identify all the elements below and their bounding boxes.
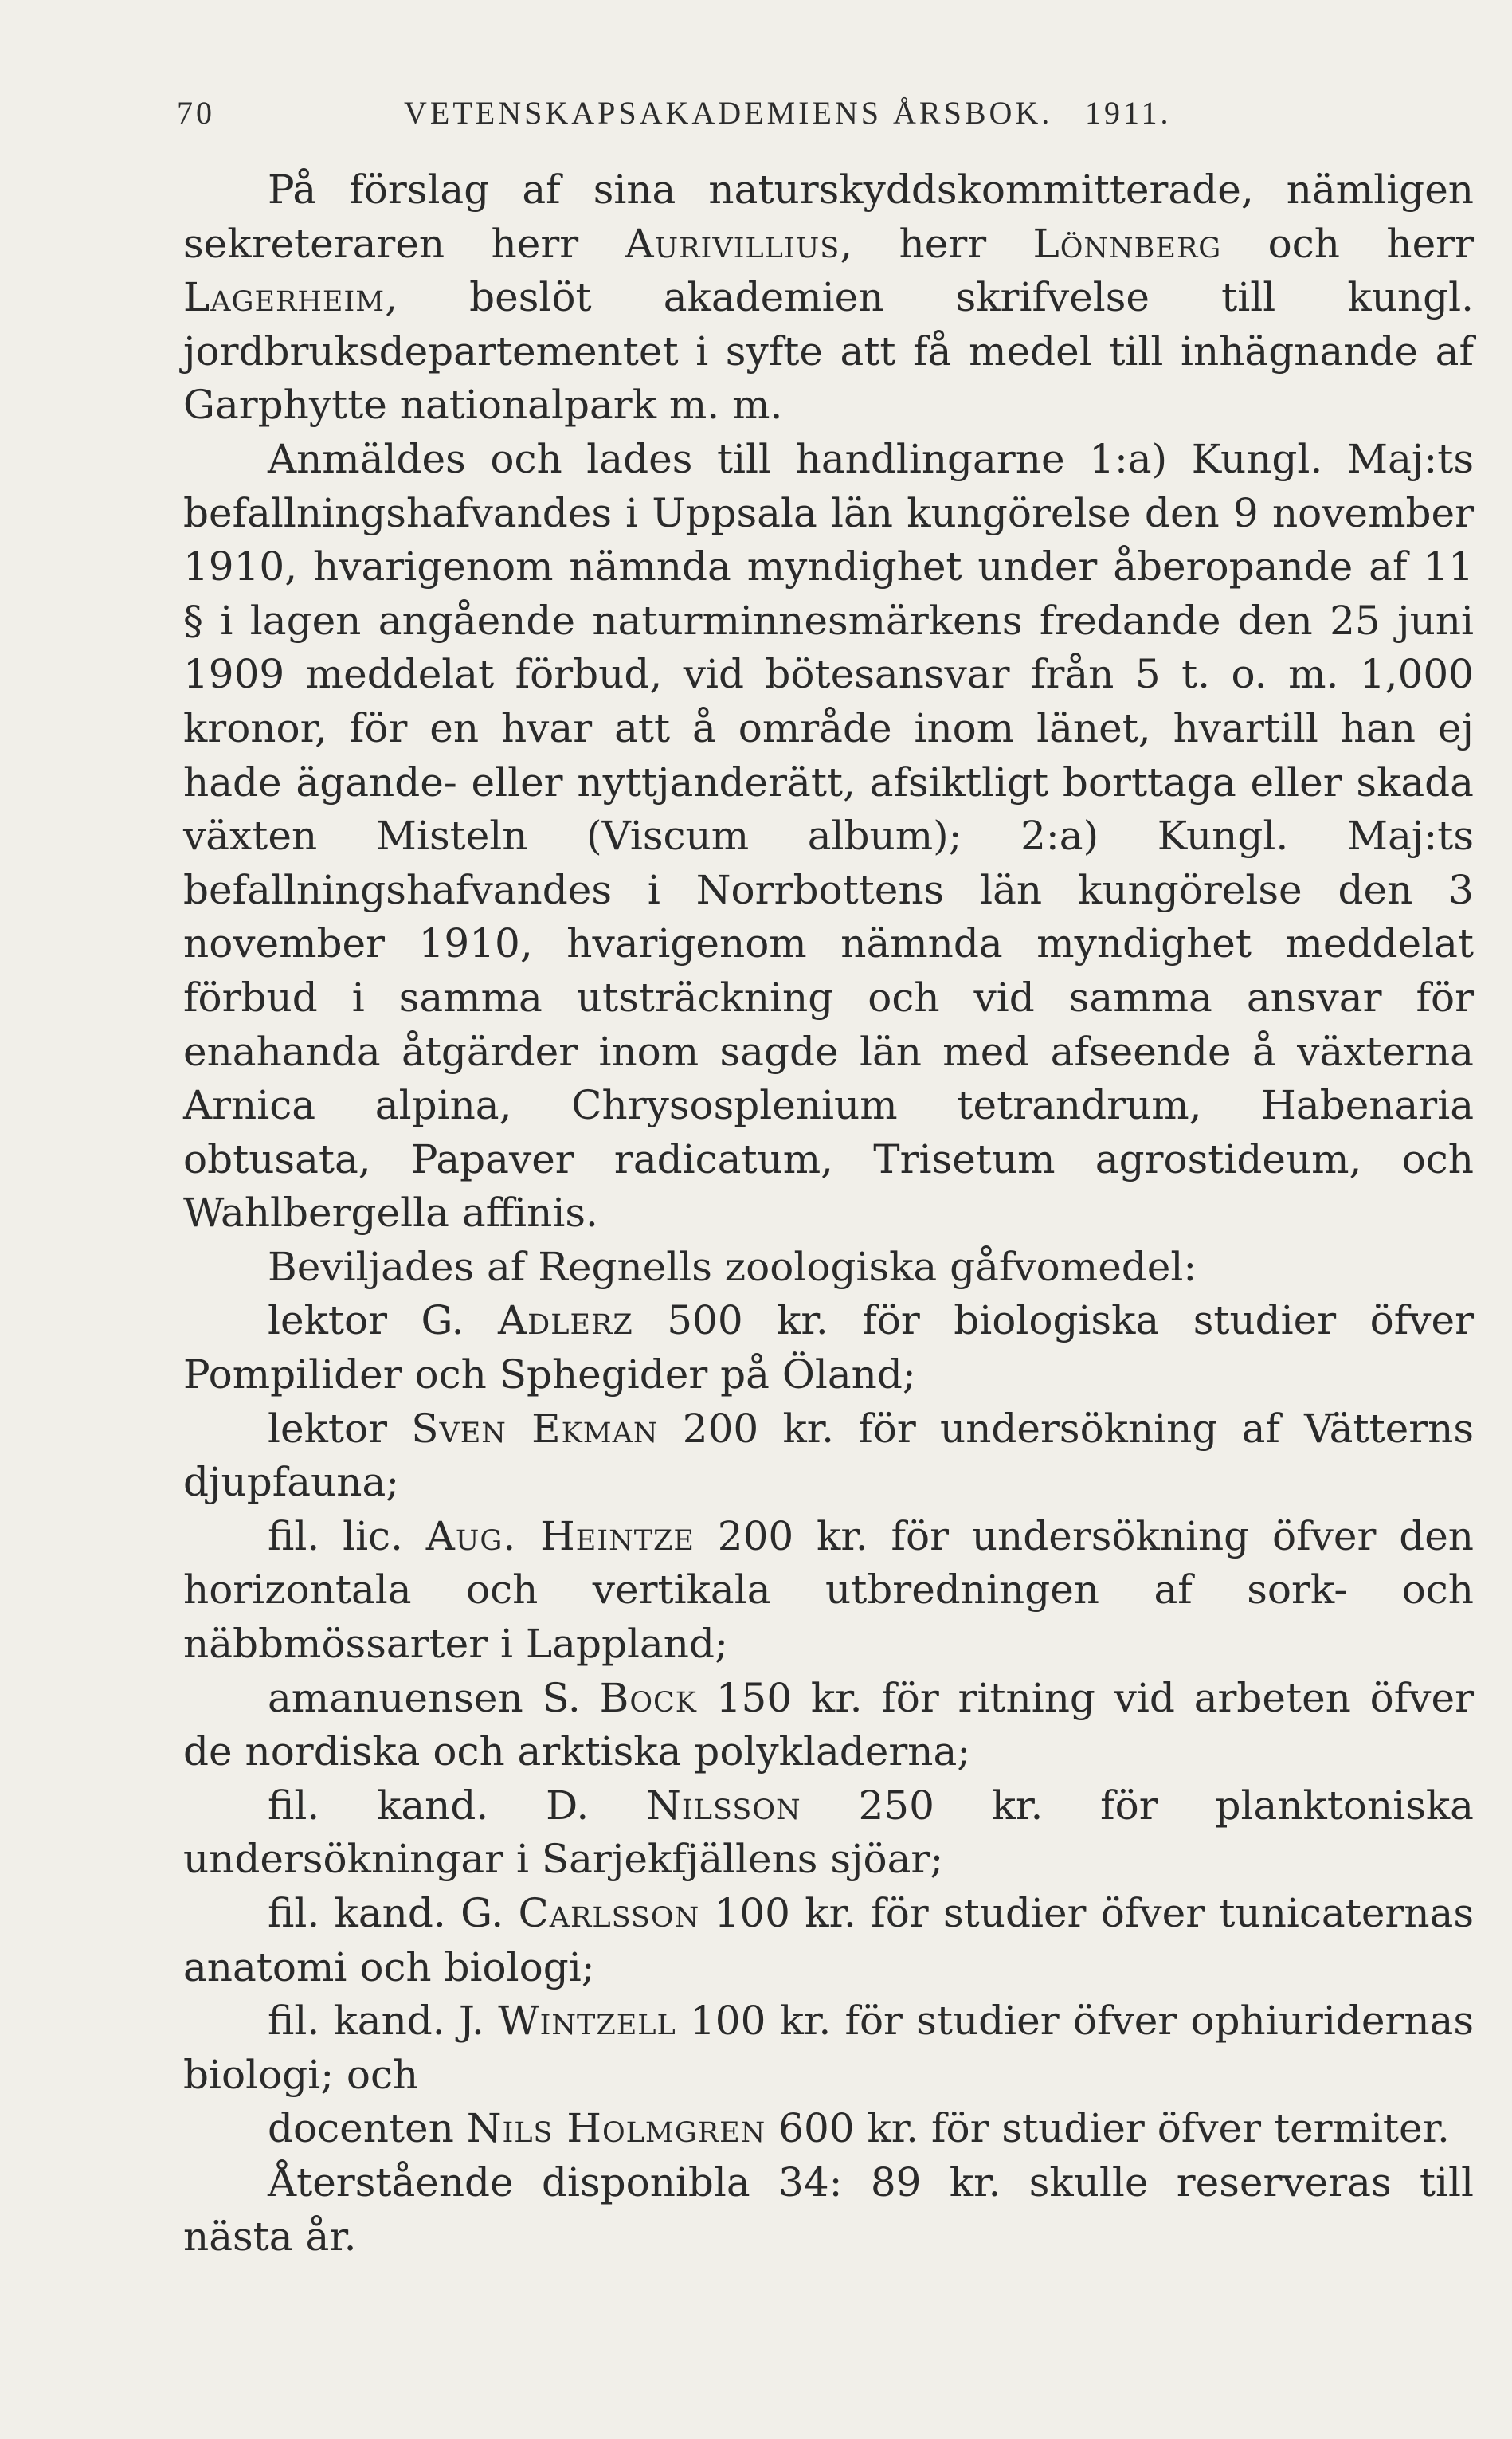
paragraph-nature-protection: På förslag af sina naturskyddskommitterade, nämligen sekreteraren herr Aurivillius, herr Lönnberg och herr Lagerheim, beslöt akademien skrifvelse till kungl. jordbruksdepartementet i syfte att få medel till inhägnande af Garphytte nationalpark m. m. [183, 167, 1474, 429]
grant-entry: fil. lic. Aug. Heintze 200 kr. för undersökning öfver den horizontala och vertikala utbredningen af sork- och näbbmössarter i Lappland; [183, 1512, 1475, 1668]
grant-entry: lektor Sven Ekman 200 kr. för undersökning af Vätterns djupfauna; [183, 1405, 1475, 1506]
person-name: Lönnberg [1032, 220, 1222, 267]
grant-entry: docenten Nils Holmgren 600 kr. för studier öfver termiter. [268, 2105, 1450, 2152]
grant-entry: lektor G. Adlerz 500 kr. för biologiska studier öfver Pompilider och Sphegider på Öland; [183, 1297, 1474, 1398]
person-name: Aug. Heintze [425, 1512, 695, 1559]
header-year: 1911. [1085, 95, 1172, 131]
page-number: 70 [177, 95, 215, 131]
grant-entry: fil. kand. G. Carlsson 100 kr. för studier öfver tunicaternas anatomi och biologi; [183, 1890, 1474, 1990]
person-name: Wintzell [498, 1998, 676, 2045]
person-name: Bock [599, 1674, 697, 1721]
paragraph-remaining-funds: Återstående disponibla 34: 89 kr. skulle reserveras till nästa år. [183, 2159, 1474, 2260]
person-name: Nils Holmgren [466, 2105, 766, 2152]
grant-entry: fil. kand. D. Nilsson 250 kr. för planktoniska undersökningar i Sarjekfjällens sjöar; [183, 1782, 1474, 1883]
journal-title: VETENSKAPSAKADEMIENS ÅRSBOK. [404, 95, 1053, 131]
person-name: Sven Ekman [411, 1405, 659, 1452]
person-name: Carlsson [518, 1890, 700, 1936]
grant-entry: amanuensen S. Bock 150 kr. för ritning vid arbeten öfver de nordiska och arktiska polykladerna; [183, 1674, 1474, 1775]
running-header [177, 94, 1308, 142]
person-name: Adlerz [498, 1297, 633, 1344]
paragraph-grants-intro: Beviljades af Regnells zoologiska gåfvomedel: [268, 1243, 1197, 1290]
person-name: Nilsson [646, 1782, 801, 1829]
person-name: Aurivillius [625, 220, 840, 267]
person-name: Lagerheim [183, 274, 386, 321]
grant-entry: fil. kand. J. Wintzell 100 kr. för studier öfver ophiuridernas biologi; och [183, 1998, 1474, 2098]
body-text [183, 163, 1474, 2264]
paragraph-announcements: Anmäldes och lades till handlingarne 1:a) Kungl. Maj:ts befallningshafvandes i Uppsala län kungörelse den 9 november 1910, hvarigenom nämnda myndighet under åberopande af 11 § i lagen angående naturminnesmärkens fredande den 25 juni 1909 meddelat förbud, vid bötesansvar från 5 t. o. m. 1,000 kronor, för en hvar att å område inom länet, hvartill han ej hade ägande- eller nyttjanderätt, afsiktligt borttaga eller skada växten Misteln (Viscum album); 2:a) Kungl. Maj:ts befallningshafvandes i Norrbottens län kungörelse den 3 november 1910, hvarigenom nämnda myndighet meddelat förbud i samma utsträckning och vid samma ansvar för enahanda åtgärder inom sagde län med afseende å växterna Arnica alpina, Chrysosplenium tetrandrum, Habenaria obtusata, Papaver radicatum, Trisetum agrostideum, och Wahlbergella affinis. [183, 435, 1474, 1237]
